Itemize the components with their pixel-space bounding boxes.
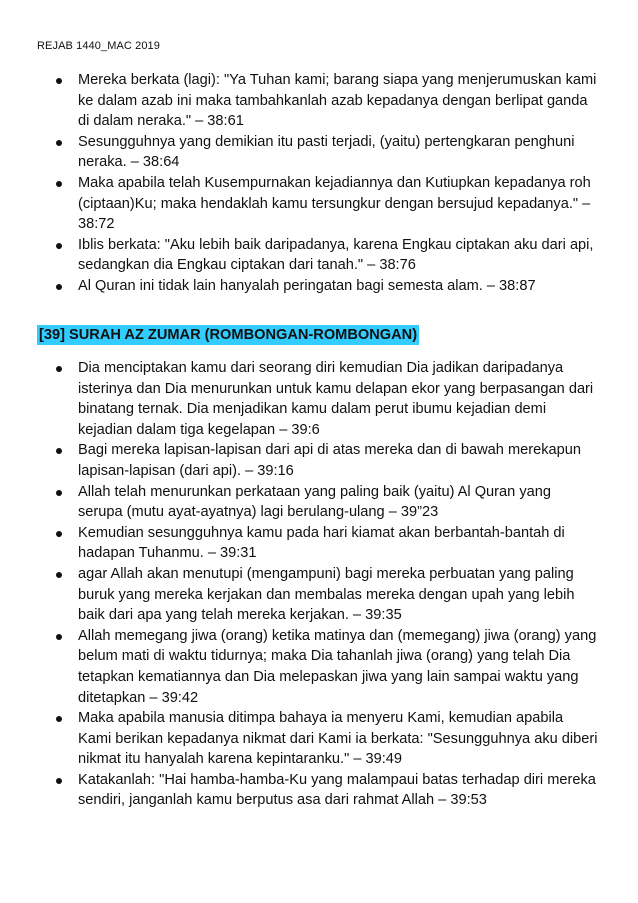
verse-text: Mereka berkata (lagi): "Ya Tuhan kami; barang siapa yang menjerumuskan kami ke dalam azab ini maka tambahkanlah azab kepadanya dengan berlipat ganda di dalam neraka." – 38:61 [78,72,597,130]
list-item [0,276,638,297]
bullet-icon [56,448,62,454]
bullet-icon [56,140,62,146]
bullet-icon [56,716,62,722]
verse-text: Maka apabila manusia ditimpa bahaya ia menyeru Kami, kemudian apabila Kami berikan kepadanya nikmat dari Kami ia berkata: "Sesungguhnya aku diberi nikmat itu hanyalah karena kepintaranku." – 39:49 [78,710,598,768]
bullet-icon [56,634,62,640]
verse-text: agar Allah akan menutupi (mengampuni) bagi mereka perbuatan yang paling buruk yang mereka kerjakan dan membalas mereka dengan upah yang lebih baik dari apa yang telah mereka kerjakan. – 39:35 [78,565,575,624]
verse-text: Dia menciptakan kamu dari seorang diri kemudian Dia jadikan daripadanya isterinya dan Dia menurunkan untuk kamu delapan ekor yang berpasangan dari binatang ternak. Dia menjadikan kamu dalam perut ibumu kejadian demi kejadian dalam tiga kegelapan – 39:6 [78,360,594,438]
verse-text: Kemudian sesungguhnya kamu pada hari kiamat akan berbantah-bantah di hadapan Tuhanmu. – 39:31 [78,524,565,562]
bullet-icon [56,572,62,578]
list-item [0,358,638,440]
list-item [0,235,638,276]
verse-text: Allah memegang jiwa (orang) ketika matinya dan (memegang) jiwa (orang) yang belum mati di waktu tidurnya; maka Dia tahanlah jiwa (orang) yang telah Dia tetapkan kematiannya dan Dia melepaskan jiwa yang lain sampai waktu yang ditetapkan – 39:42 [78,627,597,706]
bullet-icon [56,284,62,290]
bullet-icon [56,78,62,84]
list-item [0,440,638,481]
page-header: REJAB 1440_MAC 2019 [37,40,160,52]
bullet-icon [56,490,62,496]
list-item [0,626,638,708]
list-item [0,523,638,564]
list-item [0,564,638,626]
verse-text: Maka apabila telah Kusempurnakan kejadiannya dan Kutiupkan kepadanya roh (ciptaan)Ku; maka hendaklah kamu tersungkur dengan bersujud kepadanya." – 38:72 [78,174,591,233]
verse-list-surah-38 [0,70,638,297]
verse-list-surah-39 [0,358,638,811]
bullet-icon [56,243,62,249]
bullet-icon [56,181,62,187]
verse-text: Bagi mereka lapisan-lapisan dari api di atas mereka dan di bawah merekapun lapisan-lapisan (dari api). – 39:16 [78,442,581,479]
list-item [0,770,638,811]
list-item [0,70,638,132]
list-item [0,132,638,173]
bullet-icon [56,778,62,784]
list-item [0,173,638,235]
bullet-icon [56,366,62,372]
list-item [0,482,638,523]
list-item [0,708,638,770]
verse-text: Al Quran ini tidak lain hanyalah peringatan bagi semesta alam. – 38:87 [78,277,536,294]
verse-text: Sesungguhnya yang demikian itu pasti terjadi, (yaitu) pertengkaran penghuni neraka. – 38:64 [78,133,575,171]
bullet-icon [56,531,62,537]
verse-text: Allah telah menurunkan perkataan yang paling baik (yaitu) Al Quran yang serupa (mutu ayat-ayatnya) lagi berulang-ulang – 39”23 [78,483,551,521]
section-heading: [39] SURAH AZ ZUMAR (ROMBONGAN-ROMBONGAN) [39,327,418,343]
verse-text: Katakanlah: "Hai hamba-hamba-Ku yang malampaui batas terhadap diri mereka sendiri, janganlah kamu berputus asa dari rahmat Allah – 39:53 [78,771,596,809]
verse-text: Iblis berkata: "Aku lebih baik daripadanya, karena Engkau ciptakan aku dari api, sedangkan dia Engkau ciptakan dari tanah." – 38:76 [78,236,594,274]
